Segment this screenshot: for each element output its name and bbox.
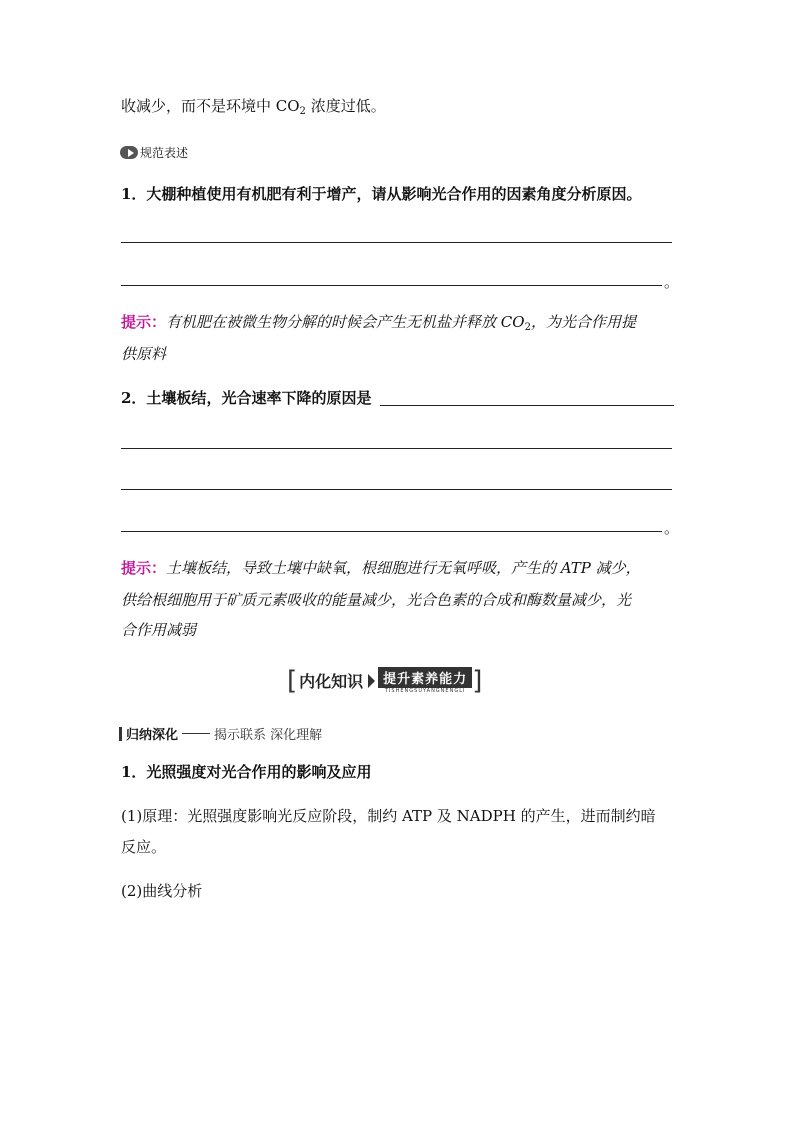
guide-bar-icon bbox=[119, 727, 122, 741]
guide-heading bbox=[119, 724, 322, 743]
section-1-p1-line-2: 反应。 bbox=[121, 838, 167, 856]
section-banner bbox=[287, 667, 482, 694]
answer-line bbox=[380, 405, 674, 406]
answer-line bbox=[121, 285, 662, 286]
hint-2-line-1: 提示：土壤板结，导致土壤中缺氧，根细胞进行无氧呼吸，产生的 ATP 减少， bbox=[121, 559, 641, 577]
hint-2-line-3: 合作用减弱 bbox=[121, 621, 197, 639]
guide-subtitle: 揭示联系 深化理解 bbox=[214, 728, 323, 743]
section-tag bbox=[120, 144, 188, 161]
banner-bracket-open: [ bbox=[287, 665, 298, 696]
section-1-p1-line-1: (1)原理：光照强度影响光反应阶段，制约 ATP 及 NADPH 的产生，进而制约暗 bbox=[121, 807, 656, 825]
banner-right-title: 提升素养能力 bbox=[378, 667, 472, 688]
hint-label: 提示： bbox=[121, 313, 167, 331]
question-2: 2．土壤板结，光合速率下降的原因是 bbox=[121, 389, 372, 407]
hint-label: 提示： bbox=[121, 559, 167, 577]
banner-bracket-close: ] bbox=[472, 665, 483, 696]
banner-right bbox=[378, 667, 472, 694]
banner-pinyin: TISHENGSUYANGNENGLI bbox=[384, 688, 466, 694]
hint-1-line-1: 提示：有机肥在被微生物分解的时候会产生无机盐并释放 $CO_2$，为光合作用提 bbox=[121, 313, 636, 333]
hint-2-line-2: 供给根细胞用于矿质元素吸收的能量减少，光合色素的合成和酶数量减少，光 bbox=[121, 591, 632, 609]
section-1-p2: (2)曲线分析 bbox=[121, 882, 203, 900]
answer-line bbox=[121, 489, 672, 490]
answer-line bbox=[121, 531, 662, 532]
play-circle-icon bbox=[120, 146, 138, 159]
answer-line bbox=[121, 242, 672, 243]
period: 。 bbox=[664, 273, 680, 291]
question-1: 1．大棚种植使用有机肥有利于增产，请从影响光合作用的因素角度分析原因。 bbox=[121, 185, 642, 203]
intro-text: 收减少，而不是环境中 $CO_2$ 浓度过低。 bbox=[121, 97, 386, 117]
answer-line bbox=[121, 448, 672, 449]
banner-arrow-icon bbox=[368, 674, 375, 688]
guide-dash bbox=[182, 733, 210, 734]
period: 。 bbox=[664, 519, 680, 537]
banner-left-title: 内化知识 bbox=[299, 672, 364, 691]
hint-1-line-2: 供原料 bbox=[121, 345, 167, 363]
section-tag-label: 规范表述 bbox=[140, 146, 189, 160]
guide-title: 归纳深化 bbox=[126, 728, 179, 743]
section-1-title: 1．光照强度对光合作用的影响及应用 bbox=[121, 763, 372, 781]
